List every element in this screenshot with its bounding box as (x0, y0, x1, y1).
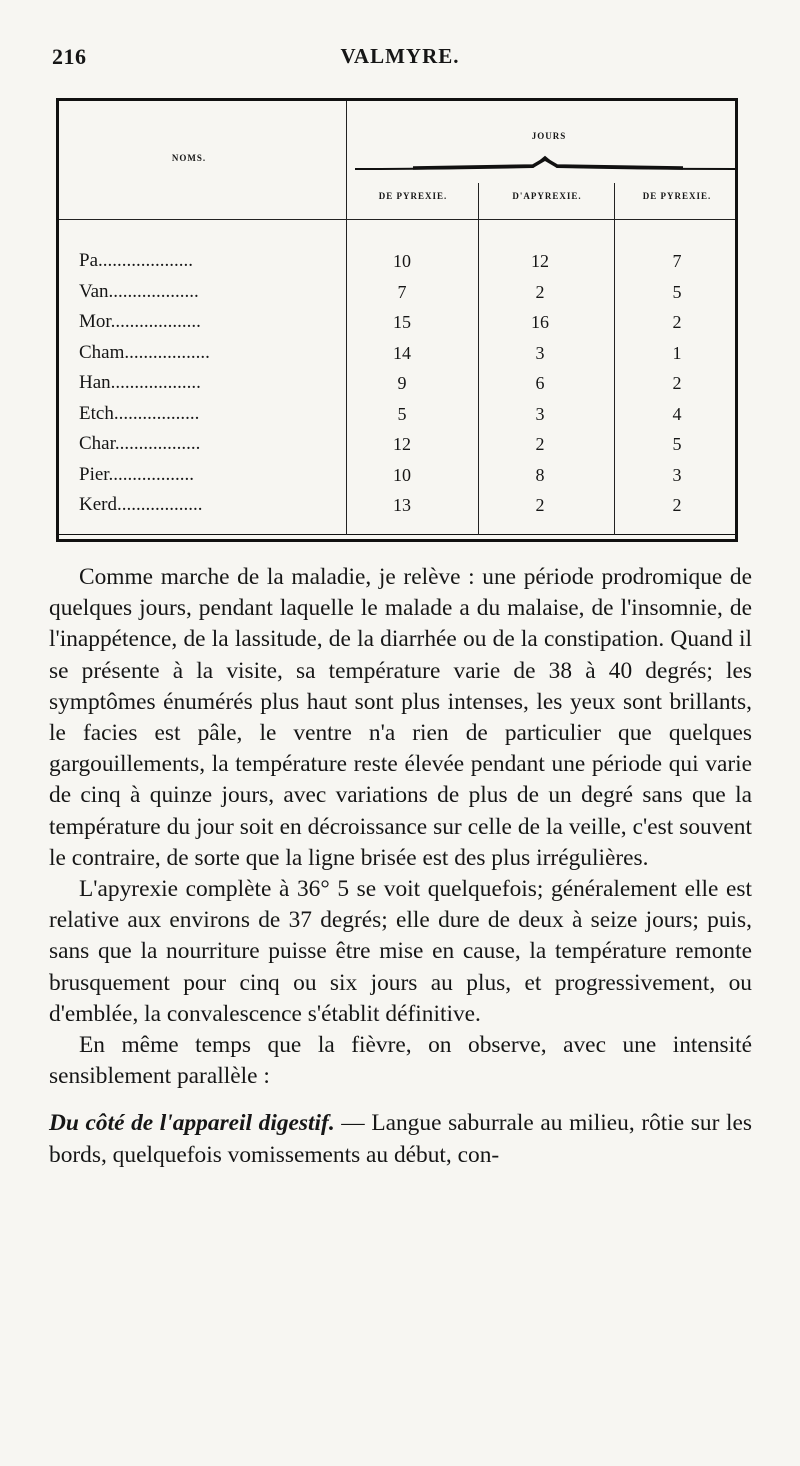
cell-apyrexie: 6 (535, 373, 545, 393)
table-bottom-rule (59, 534, 735, 535)
paragraph-apyrexia: L'apyrexie complète à 36° 5 se voit quelquefois; généralement elle est relative aux environs de 37 degrés; elle dure de deux à seize jours; puis, sans que la nourriture puisse être mise en cause, la température remonte brusquement pour cinq ou six jours au plus, et progressivement, ou d'emblée, la convalescence s'établit définitive. (49, 876, 752, 1027)
cell-apyrexie: 2 (535, 281, 545, 302)
cell-pyrexie: 13 (393, 495, 411, 515)
cell-pyrexie: 12 (393, 434, 411, 454)
page-header (52, 44, 748, 80)
cell-pyrexie-2: 4 (672, 403, 682, 424)
header-de-pyrexie-2: DE PYREXIE. (642, 191, 712, 201)
cell-pyrexie-2: 2 (672, 312, 682, 332)
table-row (79, 490, 739, 521)
cell-pyrexie: 7 (397, 281, 407, 302)
row-name: Han................... (79, 372, 201, 393)
row-name: Pa.................... (79, 250, 193, 271)
row-name: Mor................... (79, 311, 201, 332)
table-row (79, 277, 739, 308)
page-number: 216 (52, 44, 87, 69)
cell-apyrexie: 2 (535, 434, 545, 454)
cell-apyrexie: 2 (535, 495, 545, 515)
cell-apyrexie: 16 (531, 312, 549, 332)
row-name: Char.................. (79, 433, 201, 454)
table-row (79, 246, 739, 277)
row-name: Van................... (79, 280, 199, 302)
cell-pyrexie: 10 (393, 464, 411, 485)
cell-apyrexie: 3 (535, 403, 545, 424)
cell-pyrexie-2: 2 (672, 373, 682, 393)
running-title: VALMYRE. (340, 44, 460, 68)
table-header-rule (59, 219, 735, 220)
table-row (79, 368, 739, 399)
section-heading-digestive: Du côté de l'appareil digestif. (49, 1110, 335, 1137)
table-row (79, 399, 739, 430)
cell-pyrexie-2: 2 (672, 495, 682, 515)
row-name: Cham.................. (79, 341, 210, 363)
body-text (49, 562, 752, 1171)
paragraph-parallel-symptoms: En même temps que la fièvre, on observe, avec une intensité sensiblement parallèle : (49, 1032, 752, 1090)
data-table (56, 98, 738, 542)
cell-pyrexie-2: 5 (672, 281, 682, 302)
header-noms: NOMS. (171, 153, 207, 163)
cell-apyrexie: 8 (535, 464, 545, 485)
cell-pyrexie: 9 (397, 373, 407, 393)
cell-pyrexie-2: 5 (672, 434, 682, 454)
table-body (79, 246, 739, 521)
cell-apyrexie: 3 (535, 342, 545, 363)
cell-apyrexie: 12 (531, 251, 549, 271)
cell-pyrexie: 10 (393, 251, 411, 271)
row-name: Kerd.................. (79, 494, 203, 515)
cell-pyrexie: 14 (393, 342, 411, 363)
row-name: Etch.................. (79, 402, 200, 424)
paragraph-disease-course: Comme marche de la maladie, je relève : une période prodromique de quelques jours, pendant laquelle le malade a du malaise, de l'insomnie, de l'inappétence, de la lassitude, de la diarrhée ou de la constipation. Quand il se présente à la visite, sa température varie de 38 à 40 degrés; les symptômes énumérés plus haut sont plus intenses, les yeux sont brillants, le facies est pâle, le ventre n'a rien de particulier que quelques gargouillements, la température reste élevée pendant une période qui varie de cinq à quinze jours, avec variations de plus de un degré sans que la température du jour soit en décroissance sur celle de la veille, c'est souvent le contraire, de sorte que la ligne brisée est des plus irrégulières. (49, 564, 752, 871)
cell-pyrexie-2: 3 (672, 464, 682, 485)
paragraph-digestive-text: — Langue saburrale au milieu, rôtie sur les bords, quelquefois vomissements au début, con- (49, 1110, 752, 1168)
table-row (79, 429, 739, 460)
header-brace (353, 151, 737, 173)
row-name: Pier.................. (79, 463, 195, 485)
cell-pyrexie: 15 (393, 312, 411, 332)
cell-pyrexie-2: 1 (672, 342, 682, 363)
header-de-pyrexie-1: DE PYREXIE. (378, 191, 448, 201)
table-row (79, 460, 739, 491)
cell-pyrexie: 5 (397, 403, 407, 424)
table-row (79, 307, 739, 338)
cell-pyrexie-2: 7 (672, 251, 682, 271)
header-apyrexie: D'APYREXIE. (512, 191, 582, 201)
paragraph-digestive (49, 1108, 752, 1170)
header-jours: JOURS (531, 131, 567, 141)
table-row (79, 338, 739, 369)
